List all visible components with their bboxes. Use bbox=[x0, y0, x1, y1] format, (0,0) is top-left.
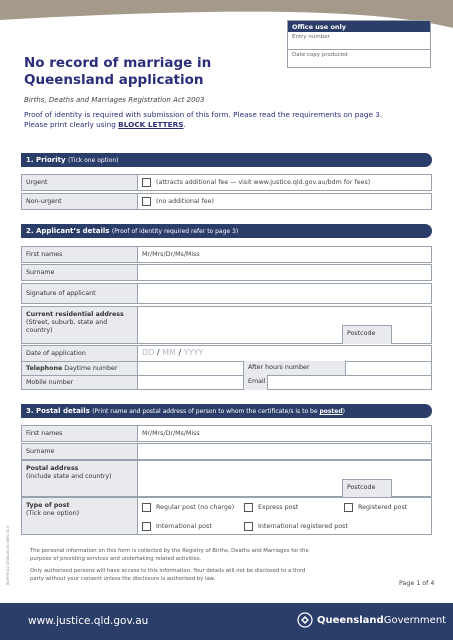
applicant-surname-row[interactable] bbox=[21, 264, 432, 281]
section-postal-header bbox=[21, 404, 432, 418]
section-priority-header bbox=[21, 153, 432, 167]
type-of-post-label-group bbox=[22, 498, 138, 534]
postal-first-names-label: First names bbox=[22, 426, 138, 441]
date-mm: MM bbox=[162, 348, 176, 357]
office-use-box bbox=[287, 20, 431, 68]
office-use-heading: Office use only bbox=[288, 21, 430, 32]
section-applicant-sub: (Proof of identity required refer to page 3) bbox=[111, 228, 239, 235]
residential-address-label-group bbox=[22, 307, 138, 343]
date-yyyy: YYYY bbox=[183, 348, 204, 357]
section-postal-title: 3. Postal details bbox=[26, 407, 90, 415]
section-postal-sub-end: ) bbox=[342, 408, 346, 415]
postal-title-options: Mr/Mrs/Dr/Ms/Miss bbox=[142, 430, 200, 437]
proof-line-1: Proof of identity is required with submission of this form. Please read the requirements on page 3. bbox=[24, 110, 383, 119]
date-of-application-label: Date of application bbox=[22, 346, 138, 361]
express-post-label: Express post bbox=[258, 504, 299, 511]
non-urgent-row bbox=[21, 193, 432, 210]
international-registered-post-label: International registered post bbox=[258, 523, 348, 530]
postal-postcode-label: Postcode bbox=[342, 479, 392, 497]
non-urgent-text: (no additional fee) bbox=[156, 198, 214, 205]
date-of-application-row[interactable] bbox=[21, 345, 432, 362]
international-post-label: International post bbox=[156, 523, 212, 530]
section-postal-sub: (Print name and postal address of person to whom the certificate/s is to be bbox=[92, 408, 320, 415]
page-title: No record of marriage in Queensland application bbox=[24, 55, 212, 88]
footer-gov-bold: Queensland bbox=[317, 614, 384, 626]
after-hours-label: After hours number bbox=[243, 361, 346, 376]
mobile-label: Mobile number bbox=[22, 376, 138, 389]
regular-post-label: Regular post (no charge) bbox=[156, 504, 235, 511]
urgent-row bbox=[21, 174, 432, 191]
privacy-paragraph-2: Only authorised persons will have access to this information. Your details will not be disclosed to a third party without your consent unless the disclosure is authorised by law. bbox=[30, 568, 306, 582]
type-of-post-sub: (Tick one option) bbox=[26, 510, 80, 517]
international-registered-post-checkbox[interactable] bbox=[244, 522, 253, 531]
form-code: BDMF0012 2008-00-00 0000 01.0 bbox=[6, 525, 10, 585]
non-urgent-checkbox[interactable] bbox=[142, 197, 151, 206]
section-priority-title: 1. Priority bbox=[26, 156, 66, 164]
footer-gov-rest: Government bbox=[383, 614, 447, 626]
telephone-label: Telephone bbox=[26, 365, 63, 372]
urgent-checkbox[interactable] bbox=[142, 178, 151, 187]
postal-surname-row[interactable] bbox=[21, 443, 432, 460]
proof-instructions bbox=[24, 110, 444, 130]
postal-address-row[interactable] bbox=[21, 460, 432, 497]
telephone-sub: Daytime number bbox=[64, 365, 118, 372]
proof-line-2-suffix: . bbox=[183, 120, 186, 129]
date-placeholder[interactable] bbox=[142, 348, 203, 357]
proof-line-2-prefix: Please print clearly using bbox=[24, 120, 119, 129]
email-label: Email bbox=[243, 375, 268, 390]
signature-label: Signature of applicant bbox=[22, 284, 138, 303]
queensland-government-logo bbox=[297, 612, 446, 628]
page-number: Page 1 of 4 bbox=[399, 580, 435, 587]
block-letters-emphasis: BLOCK LETTERS bbox=[118, 120, 184, 129]
applicant-first-names-row[interactable] bbox=[21, 246, 432, 263]
residential-address-row[interactable] bbox=[21, 306, 432, 344]
residential-address-sub: (Street, suburb, state and country) bbox=[26, 319, 108, 334]
date-slash-1: / bbox=[156, 348, 160, 357]
applicant-surname-label: Surname bbox=[22, 265, 138, 280]
footer-url[interactable]: www.justice.qld.gov.au bbox=[28, 615, 149, 627]
residential-address-label: Current residential address bbox=[26, 311, 124, 318]
mobile-row[interactable] bbox=[21, 375, 432, 390]
applicant-title-options: Mr/Mrs/Dr/Ms/Miss bbox=[142, 251, 200, 258]
section-postal-sub-emph: posted bbox=[319, 408, 343, 415]
footer-bar bbox=[0, 603, 453, 640]
registered-post-checkbox[interactable] bbox=[344, 503, 353, 512]
section-applicant-title: 2. Applicant’s details bbox=[26, 227, 110, 235]
date-copy-field: Date copy produced bbox=[292, 52, 348, 58]
type-of-post-row bbox=[21, 497, 432, 535]
section-priority-sub: (Tick one option) bbox=[67, 157, 119, 164]
postal-address-sub: (include state and country) bbox=[26, 473, 112, 480]
postcode-divider bbox=[391, 325, 392, 343]
postal-surname-label: Surname bbox=[22, 444, 138, 459]
telephone-label-group bbox=[22, 362, 138, 375]
applicant-postcode-label: Postcode bbox=[342, 325, 392, 344]
postal-address-label: Postal address bbox=[26, 465, 79, 472]
postal-first-names-row[interactable] bbox=[21, 425, 432, 442]
registered-post-label: Registered post bbox=[358, 504, 408, 511]
act-reference: Births, Deaths and Marriages Registration Act 2003 bbox=[24, 96, 205, 104]
date-dd: DD bbox=[142, 348, 155, 357]
privacy-statement bbox=[30, 548, 310, 588]
date-slash-2: / bbox=[178, 348, 182, 357]
crest-icon bbox=[297, 612, 313, 628]
postal-address-label-group bbox=[22, 461, 138, 496]
section-applicant-header bbox=[21, 224, 432, 238]
entry-number-field: Entry number bbox=[288, 32, 430, 50]
type-of-post-label: Type of post bbox=[26, 502, 70, 509]
telephone-row[interactable] bbox=[21, 361, 432, 376]
regular-post-checkbox[interactable] bbox=[142, 503, 151, 512]
urgent-text: (attracts additional fee — visit www.justice.qld.gov.au/bdm for fees) bbox=[156, 179, 371, 186]
express-post-checkbox[interactable] bbox=[244, 503, 253, 512]
non-urgent-label: Non-urgent bbox=[22, 194, 138, 209]
international-post-checkbox[interactable] bbox=[142, 522, 151, 531]
privacy-paragraph-1: The personal information on this form is collected by the Registry of Births, Deaths and Marriages for the purpose of providing services and undertaking related activities. bbox=[30, 548, 309, 562]
urgent-label: Urgent bbox=[22, 175, 138, 190]
signature-row[interactable] bbox=[21, 283, 432, 304]
applicant-first-names-label: First names bbox=[22, 247, 138, 262]
